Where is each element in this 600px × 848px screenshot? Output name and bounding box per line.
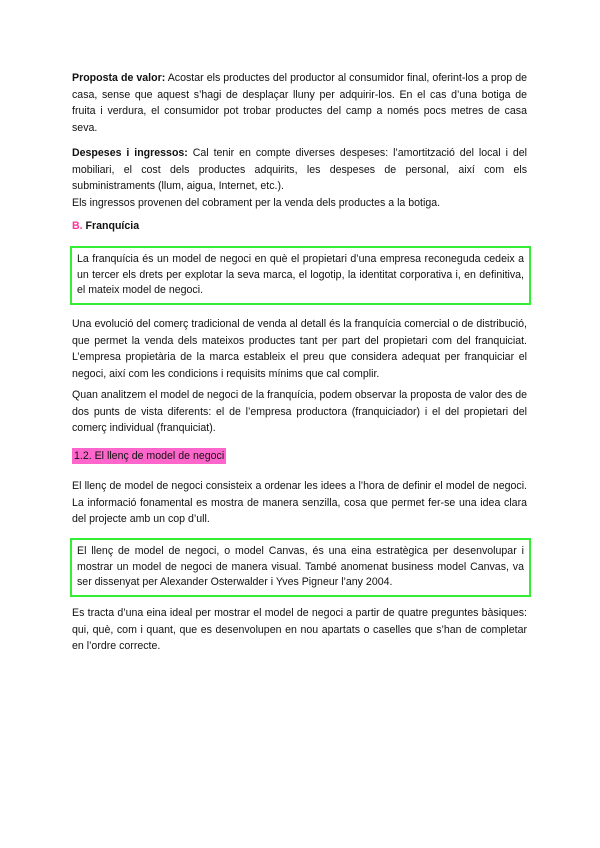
canvas-definition-box: El llenç de model de negoci, o model Canvas, és una eina estratègica per desenvolupar i mostrar un model de negoci de manera visual. També anomenat business model Canvas, va ser dissenyat per Alexander Osterwalder i Yves Pigneur l’any 2004.: [70, 538, 531, 597]
expenses-income-text: Cal tenir en compte diverses despeses: l’amortització del local i del mobiliari, el cost dels productes adquirits, les despeses de personal, així com els subministraments (llum, aigua, Internet, etc.).: [72, 147, 527, 192]
expenses-income-paragraph: [72, 145, 527, 211]
value-proposition-paragraph: [72, 70, 527, 136]
analysis-paragraph: Quan analitzem el model de negoci de la franquícia, podem observar la proposta de valor des de dos punts de vista diferents: el de l’empresa productora (franquiciador) i el del propietari del comerç individual (franquiciat).: [72, 389, 527, 434]
franchise-heading-letter: B.: [72, 220, 83, 232]
evolution-paragraph: Una evolució del comerç tradicional de venda al detall és la franquícia comercial o de distribució, que permet la venda dels mateixos productes tant per part del propietari com del franquiciat. L’empresa propietària de la marca estableix el preu que considera adequat per franquiciar el negoci, així com les condicions i requisits mínims que cal complir.: [72, 318, 527, 380]
expenses-income-label: Despeses i ingressos:: [72, 147, 188, 159]
franchise-heading: [72, 220, 139, 232]
canvas-intro-paragraph: El llenç de model de negoci consisteix a ordenar les idees a l’hora de definir el model de negoci. La informació fonamental es mostra de manera senzilla, cosa que permet fer-se una idea clara del projecte amb un cop d’ull.: [72, 480, 527, 525]
franchise-heading-title: Franquícia: [82, 220, 140, 232]
canvas-questions-paragraph: Es tracta d’una eina ideal per mostrar el model de negoci a partir de quatre preguntes bàsiques: qui, què, com i quant, que es desenvolupen en nou apartats o caselles que s’han de completar en l’ordre correcte.: [72, 607, 527, 652]
income-text: Els ingressos provenen del cobrament per la venda dels productes a la botiga.: [72, 196, 441, 209]
franchise-definition-box: La franquícia és un model de negoci en què el propietari d’una empresa reconeguda cedeix a un tercer els drets per explotar la seva marca, el logotip, la identitat corporativa i, en definitiva, el mateix model de negoci.: [70, 246, 531, 305]
value-proposition-label: Proposta de valor:: [72, 72, 166, 84]
value-proposition-text: Acostar els productes del productor al consumidor final, oferint-los a prop de casa, sense que aquest s’hagi de desplaçar lluny per adquirir-los. En el cas d’una botiga de fruita i verdura, el consumidor pot trobar productes del camp a només pocs metres de casa seva.: [72, 72, 527, 134]
section-heading-canvas: 1.2. El llenç de model de negoci: [74, 450, 225, 462]
